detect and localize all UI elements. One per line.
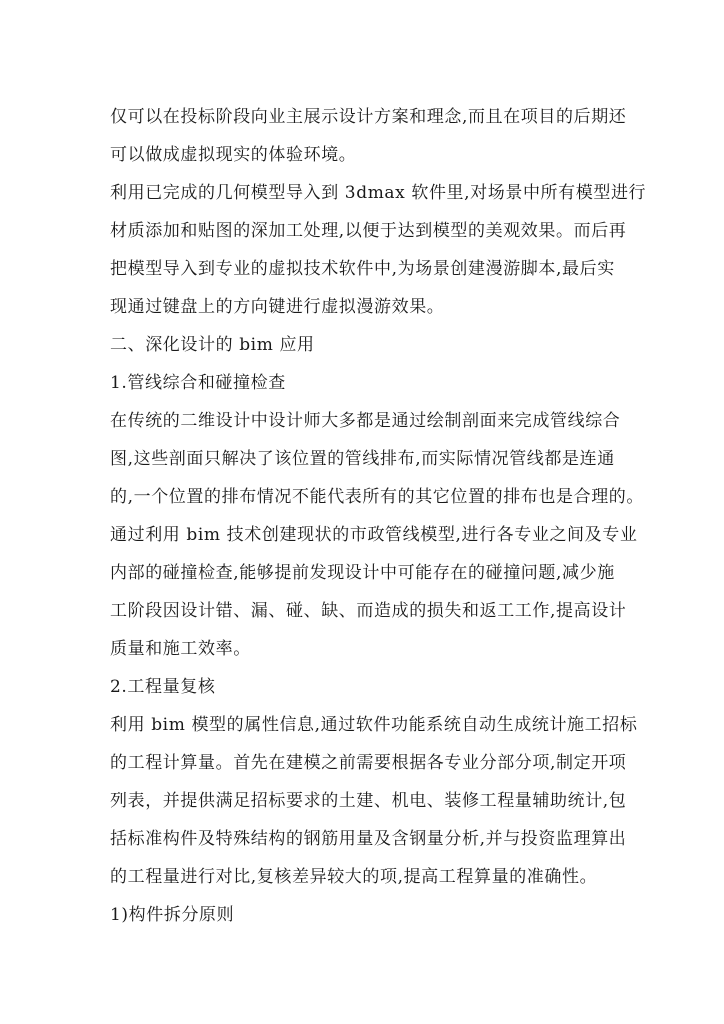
text-line: 利用已完成的几何模型导入到 3dmax 软件里,对场景中所有模型进行	[110, 183, 647, 203]
section-heading: 二、深化设计的 bim 应用	[110, 335, 315, 355]
text-line: 材质添加和贴图的深加工处理,以便于达到模型的美观效果。而后再	[110, 221, 627, 241]
text-line: 列表，并提供满足招标要求的土建、机电、装修工程量辅助统计,包	[110, 791, 627, 811]
text-line: 括标准构件及特殊结构的钢筋用量及含钢量分析,并与投资监理算出	[110, 829, 627, 849]
text-line: 现通过键盘上的方向键进行虚拟漫游效果。	[110, 297, 445, 317]
text-line: 通过利用 bim 技术创建现状的市政管线模型,进行各专业之间及专业	[110, 525, 638, 545]
text-line: 利用 bim 模型的属性信息,通过软件功能系统自动生成统计施工招标	[110, 715, 638, 735]
text-line: 内部的碰撞检查,能够提前发现设计中可能存在的碰撞问题,减少施	[110, 563, 615, 583]
subsection-heading: 1.管线综合和碰撞检查	[110, 373, 286, 393]
subsection-heading: 2.工程量复核	[110, 677, 216, 697]
text-line: 图,这些剖面只解决了该位置的管线排布,而实际情况管线都是连通	[110, 449, 615, 469]
text-line: 把模型导入到专业的虚拟技术软件中,为场景创建漫游脚本,最后实	[110, 259, 615, 279]
subsection-heading: 1)构件拆分原则	[110, 905, 235, 925]
text-line: 的,一个位置的排布情况不能代表所有的其它位置的排布也是合理的。	[110, 487, 645, 507]
text-line: 可以做成虚拟现实的体验环境。	[110, 145, 357, 165]
text-line: 的工程量进行对比,复核差异较大的项,提高工程算量的准确性。	[110, 867, 598, 887]
text-line: 工阶段因设计错、漏、碰、缺、而造成的损失和返工工作,提高设计	[110, 601, 627, 621]
text-line: 在传统的二维设计中设计师大多都是通过绘制剖面来完成管线综合	[110, 411, 621, 431]
text-line: 仅可以在投标阶段向业主展示设计方案和理念,而且在项目的后期还	[110, 107, 627, 127]
text-line: 的工程计算量。首先在建模之前需要根据各专业分部分项,制定开项	[110, 753, 627, 773]
text-line: 质量和施工效率。	[110, 639, 251, 659]
